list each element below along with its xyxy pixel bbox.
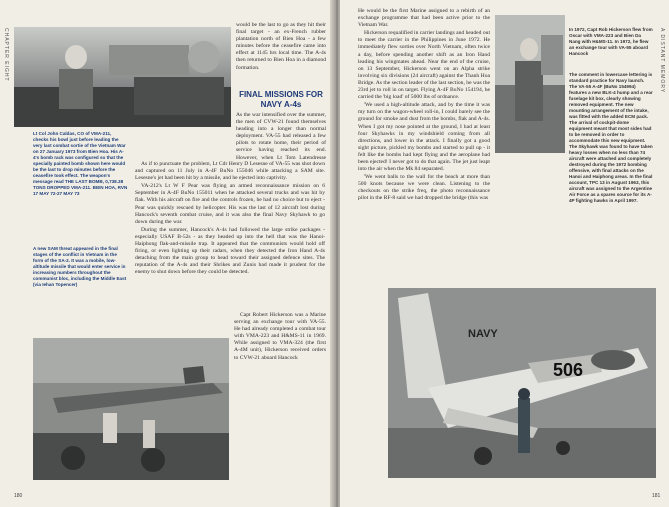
sam-photo-caption: A new SAM threat appeared in the final stages of the conflict in Vietnam in the form of the SA-2. It was a mobile, low-altitude missile that would enter service in increasing numbers throughout the communist bloc, including the Middle East (via Iehan Topencer)	[33, 246, 127, 287]
photo-a4-skyhawk	[388, 288, 656, 478]
section-heading: FINAL MISSIONS FOR NAVY A-4s	[239, 90, 323, 109]
right-running-head: A DISTANT MEMORY	[659, 28, 665, 94]
sam-missile-image	[33, 338, 229, 480]
right-main-text: He would be the first Marine assigned to a rebirth of an exchange programme that had been active prior to the Vietnam War. Hickerson requalified in carrier landings and headed out to meet the carrier in the Philippines in June 1972. He immediately flew sorties over North Vietnam, often twice a day, before spending another shift as an Iron Hand leading his wingmates ahead. Near the end of the cruise, on 13 September, Hickerson went on an Alpha strike involving six divisions (24 aircraft) against the Thanh Hoa Bridge. As the section leader of the last section, he was the 23rd jet to roll in on target. Flying A-4F BuNo 154194, he carried the 'big load' of 5000 lbs of ordnance. 'We used a high-altitude attack, and by the time it was my turn on the wagon-wheel roll-in, I could barely see the ground for smoke and dust from the bombs, flak and A-4s. When I got my nose pointed at the ground, I had at least four Skyhawks in my windshield coming from all directions, and lower in the attack. I finally got a good sight picture, pickled my bombs and started to pull up - it felt like the bombs had kept flying and the aeroplane had been ejected! I never got to do that again. The jet just leapt into the air when the Mk 84 separated. 'We went balls to the wall for the beach at more than 500 knots because we were clean. Listening to the checkouts on the strike freq, the photo reconnaissance pilot in the RF-8 said we had dropped the bridge (this was	[358, 8, 490, 202]
left-page-number: 180	[14, 493, 23, 499]
left-bottom-column: Capt Robert Hickerson was a Marine serving an exchange tour with VA-55. He had already completed a combat tour with VMA-223 and H&MS-11 in 1969. While assigned to VMA-324 (the first A-4M unit), Hickerson received orders to CVW-21 aboard Hancock	[234, 312, 326, 361]
a4-skyhawk-image	[388, 288, 656, 478]
right-page	[340, 0, 669, 507]
left-main-text: As if to punctuate the problem, Lt Cdr Henry D Lesesne of VA-55 was shot down and captured on 11 July in A-4F BuNo 155046 while attacking a SAM site. Lesesne's jet had been hit by a missile, and he ejected into captivity. VA-212's Lt W F Pear was flying an armed reconnaissance mission on 6 September in A-4F BuNo 155011 when he attacked several trucks and was hit by flak. With his aircraft on fire and the controls frozen, he had no choice but to eject - Pear was quickly rescued by helicopter. His was the last of 12 aircraft lost during Hancock's seventh combat cruise, and it was also the final Navy Skyhawk to go down during the war. During the summer, Hancock's A-4s had followed the large strike packages - especially USAF B-52s - as they headed up into the hell that was the Hanoi-Haiphong flak-and-missile trap. It appeared that the communists would hold off firing, or even lighting up their radars, when they detected the Iron Hand A-4s detaching from the main group to head toward their assigned defence sites. The reputation of the A-4s and their Shrikes and Zunis had made it prudent for the enemy to shut down before they could be detected.	[135, 161, 325, 276]
left-column-top-text: would be the last to go as they hit their final target - an ex-French rubber plantation north of Bien Hoa - a few minutes before the ceasefire came into effect at 1145 hrs local time. The A-4s then returned to Bien Hoa in a diamond formation.	[236, 22, 326, 71]
right-page-number: 181	[652, 493, 661, 499]
sidebar-caption: The comment in lowercase lettering is standard practice for Navy launch. The VA-55 A-4F (BuNo 154994) features a new BLK-4 hump and a rear fuselage kit box, clearly showing removed equipment. The new mounting arrangement of the intake, was fitted with the added ECM pack. The arrival of cockpit-dome equipment meant that most sides had to be removed in order to accommodate this new equipment. The Skyhawk was found to have taken heavy losses when no less than 74 aircraft were attached and completely destroyed during the 1972 bombing offensive, with final attacks on the Hanoi and Haiphong areas. In the final account, TPC 13 in August 1963, this aircraft was assigned to the Argentine Air Force as a spares source for its A-4P fighting hawks in April 1997.	[569, 72, 653, 203]
aircraft-tail-number: 506	[553, 360, 584, 380]
hickerson-image	[495, 15, 565, 153]
left-column-after-heading: As the war intensified over the summer, the men of CVW-21 found themselves heading into a longer than normal deployment. VA-55 had released a few pilots to rotate home, their period of service having reached its end. However, when Lt Tom Latendresse	[236, 112, 326, 161]
left-running-head: CHAPTER EIGHT	[3, 28, 9, 82]
photo-sam-missile	[33, 338, 229, 480]
top-photo-caption: Lt Col John Caldas, CO of VMA-211, checks his bowl just before leading the very last combat sortie of the Vietnam War on 27 January 1973 from Bien Hoa. His A-4's bomb rack was configured so that the specially painted bomb shown here would be the last to drop minutes before the ceasefire took effect. The weapon's message read THE LAST BOMB, 0,738.38 TONS DROPPED VMA-211. BIEN HOA, RVN 17 MAY 72-27 MAY 73	[33, 131, 128, 196]
aircraft-navy-marking: NAVY	[468, 328, 498, 340]
pilot-cockpit-image	[14, 27, 231, 127]
hickerson-caption: In 1972, Capt Rob Hickerson flew from Oscar with VMA-223 and Bien Da Nang with H&MS-11. In 1972, he flew an exchange tour with VA-55 aboard Hancock	[569, 27, 653, 56]
photo-hickerson	[495, 15, 565, 153]
photo-pilot-cockpit	[14, 27, 231, 127]
